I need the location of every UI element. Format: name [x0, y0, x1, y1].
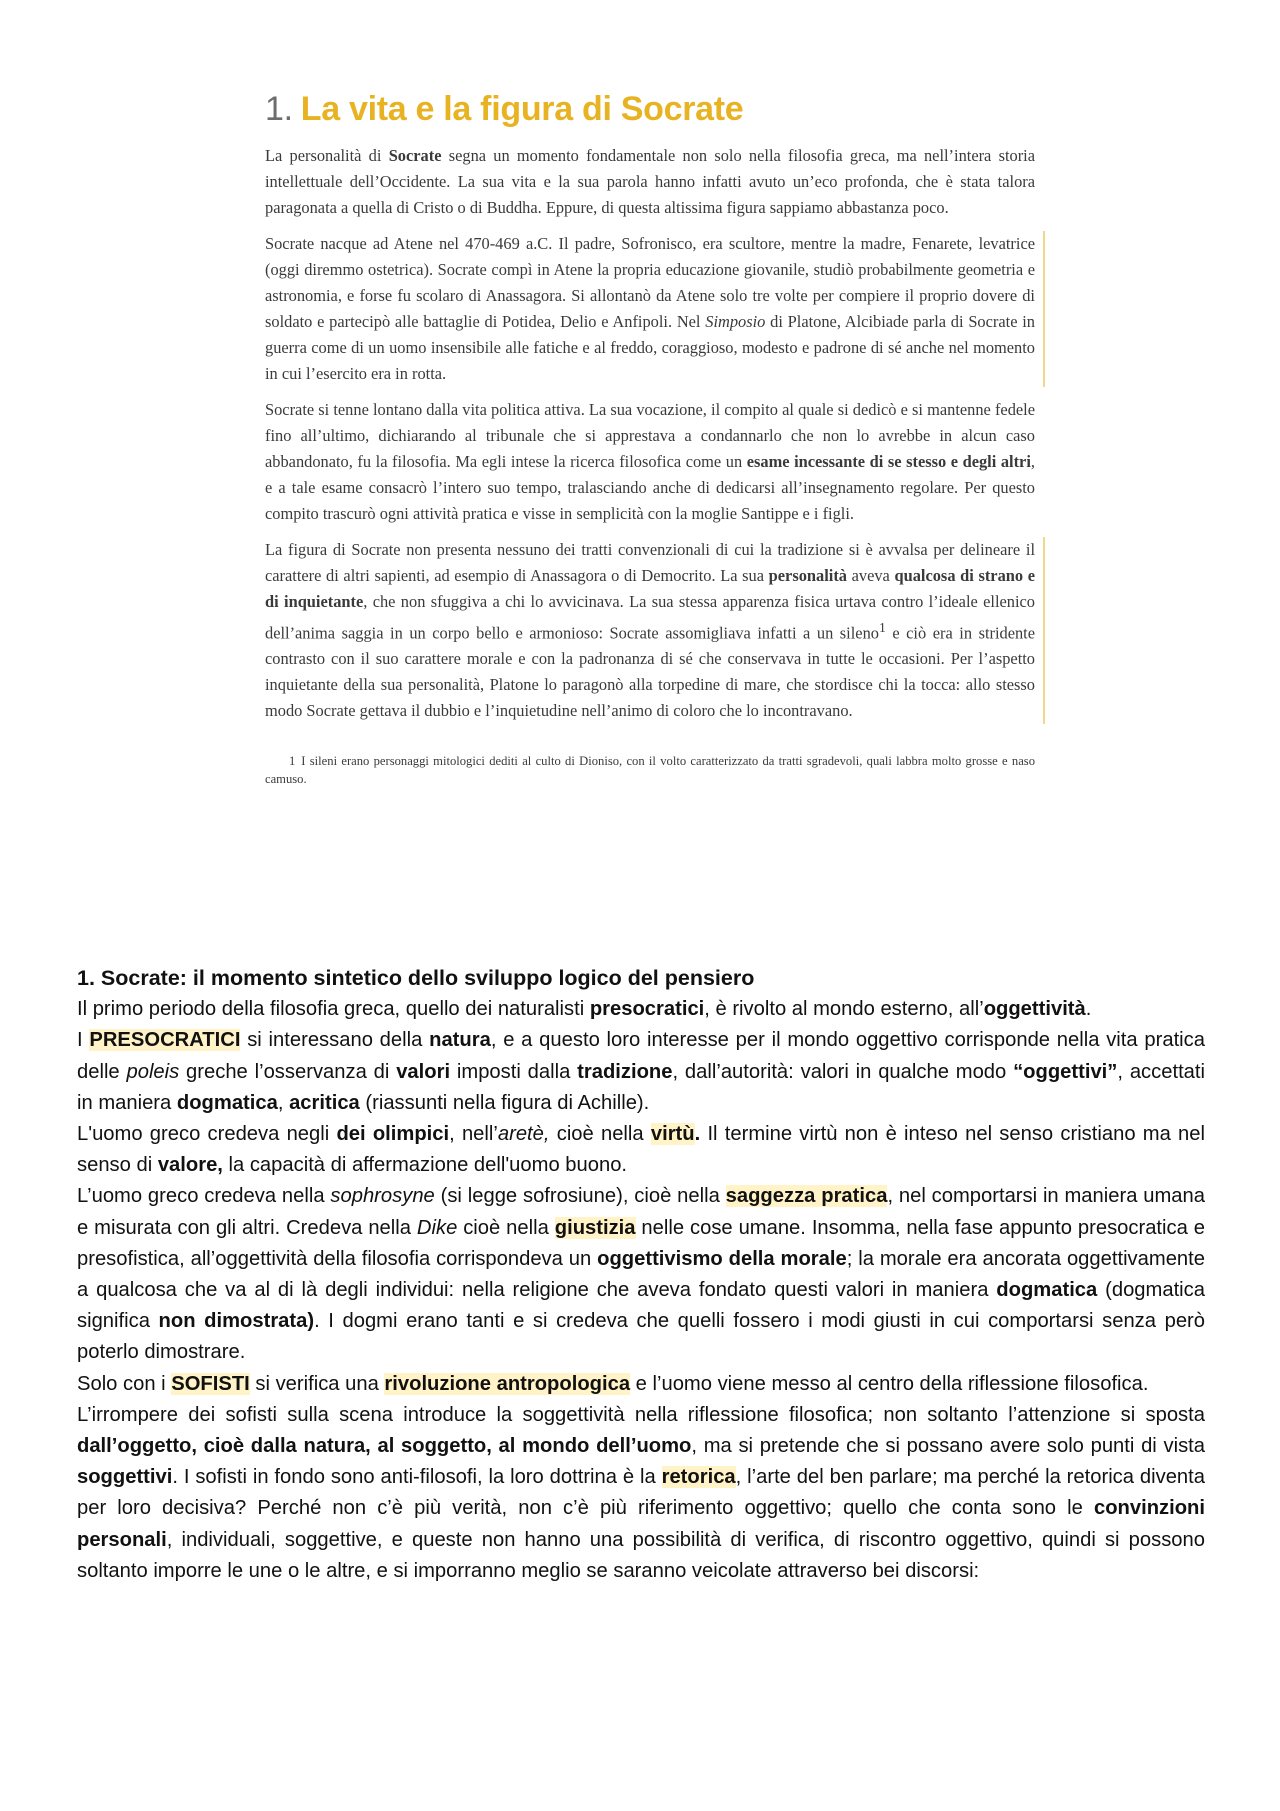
notes-paragraph-2: I PRESOCRATICI si interessano della natura, e a questo loro interesse per il mondo oggettivo corrisponde nella vita pratica delle poleis greche l’osservanza di valori imposti dalla tradizione, dall’autorità: valori in qualche modo “oggettivi”, accettati in maniera dogmatica, acritica (riassunti nella figura di Achille). — [77, 1029, 1206, 1114]
notes-paragraph-1: Il primo periodo della filosofia greca, quello dei naturalisti presocratici, è rivolto al mondo esterno, all’oggettività. — [77, 998, 1092, 1021]
textbook-scan — [265, 90, 1035, 798]
notes-heading: 1. Socrate: il momento sintetico dello sviluppo logico del pensiero — [77, 966, 755, 990]
book-paragraph-2: Socrate nacque ad Atene nel 470-469 a.C. Il padre, Sofronisco, era scultore, mentre la madre, Fenarete, levatrice (oggi diremmo ostetrica). Socrate compì in Atene la propria educazione giovanile, studiò probabilmente geometria e astronomia, e forse fu scolaro di Anassagora. Si allontanò da Atene solo tre volte per compiere il proprio dovere di soldato e partecipò alle battaglie di Potidea, Delio e Anfipoli. Nel Simposio di Platone, Alcibiade parla di Socrate in guerra come di un uomo insensibile alle fatiche e al freddo, coraggioso, modesto e padrone di sé anche nel momento in cui l’esercito era in rotta. — [265, 231, 1045, 387]
notes-paragraph-4: L’uomo greco credeva nella sophrosyne (si legge sofrosiune), cioè nella saggezza pratica, nel comportarsi in maniera umana e misurata con gli altri. Credeva nella Dike cioè nella giustizia nelle cose umane. Insomma, nella fase appunto presocratica e presofistica, all’oggettività della filosofia corrispondeva un oggettivismo della morale; la morale era ancorata oggettivamente a qualcosa che va al di là degli individui: nella religione che aveva fondato questi valori in maniera dogmatica (dogmatica significa non dimostrata). I dogmi erano tanti e si credeva che quelli fossero i modi giusti in cui comportarsi senza però poterlo dimostrare. — [77, 1185, 1206, 1364]
book-paragraph-3: Socrate si tenne lontano dalla vita politica attiva. La sua vocazione, il compito al quale si dedicò e si mantenne fedele fino all’ultimo, dichiarando al tribunale che si apprestava a condannarlo che non lo avrebbe in alcun caso abbandonato, fu la filosofia. Ma egli intese la ricerca filosofica come un esame incessante di se stesso e degli altri, e a tale esame consacrò l’intero suo tempo, tralasciando anche di dedicarsi all’insegnamento regolare. Per questo compito trascurò ogni attività pratica e visse in semplicità con la moglie Santippe e i figli. — [265, 400, 1036, 523]
chapter-number: 1. — [265, 90, 293, 128]
chapter-title-text: La vita e la figura di Socrate — [300, 90, 744, 128]
student-notes — [77, 963, 1205, 1587]
notes-paragraph-5: Solo con i SOFISTI si verifica una rivoluzione antropologica e l’uomo viene messo al centro della riflessione filosofica. — [77, 1372, 1149, 1395]
book-paragraph-4: La figura di Socrate non presenta nessuno dei tratti convenzionali di cui la tradizione si è avvalsa per delineare il carattere di altri sapienti, ad esempio di Anassagora o di Democrito. La sua personalità aveva qualcosa di strano e di inquietante, che non sfuggiva a chi lo avvicinava. La sua stessa apparenza fisica urtava contro l’ideale ellenico dell’anima saggia in un corpo bello e armonioso: Socrate assomigliava infatti a un sileno$^1$ e ciò era in stridente contrasto con il suo carattere morale e con la padronanza di sé che conservava in tutte le occasioni. Per l’aspetto inquietante della sua personalità, Platone lo paragonò alla torpedine di mare, che stordisce chi la tocca: allo stesso modo Socrate gettava il dubbio e l’inquietudine nell’animo di coloro che lo incontravano. — [265, 537, 1045, 724]
notes-paragraph-6: L’irrompere dei sofisti sulla scena introduce la soggettività nella riflessione filosofica; non soltanto l’attenzione si sposta dall’oggetto, cioè dalla natura, al soggetto, al mondo dell’uomo, ma si pretende che si possano avere solo punti di vista soggettivi. I sofisti in fondo sono anti-filosofi, la loro dottrina è la retorica, l’arte del ben parlare; ma perché la retorica diventa per loro decisiva? Perché non c’è più verità, non c’è più riferimento oggettivo; quello che conta sono le convinzioni personali, individuali, soggettive, e queste non hanno una possibilità di verifica, di riscontro oggettivo, quindi si possono soltanto imporre le une o le altre, e si imporranno meglio se saranno veicolate attraverso bei discorsi: — [77, 1403, 1205, 1582]
notes-paragraph-3: L'uomo greco credeva negli dei olimpici, nell’aretè, cioè nella virtù. Il termine virtù non è inteso nel senso cristiano ma nel senso di valore, la capacità di affermazione dell'uomo buono. — [77, 1123, 1205, 1177]
chapter-title — [265, 90, 1035, 129]
book-paragraph-1: La personalità di Socrate segna un momento fondamentale non solo nella filosofia greca, ma nell’intera storia intellettuale dell’Occidente. La sua vita e la sua parola hanno infatti avuto un’eco profonda, che è stata talora paragonata a quella di Cristo o di Buddha. Eppure, di questa altissima figura sappiamo abbastanza poco. — [265, 146, 1035, 217]
footnote: 1 I sileni erano personaggi mitologici dediti al culto di Dioniso, con il volto caratterizzato da tratti sgradevoli, quali labbra molto grosse e naso camuso. — [265, 754, 1035, 787]
